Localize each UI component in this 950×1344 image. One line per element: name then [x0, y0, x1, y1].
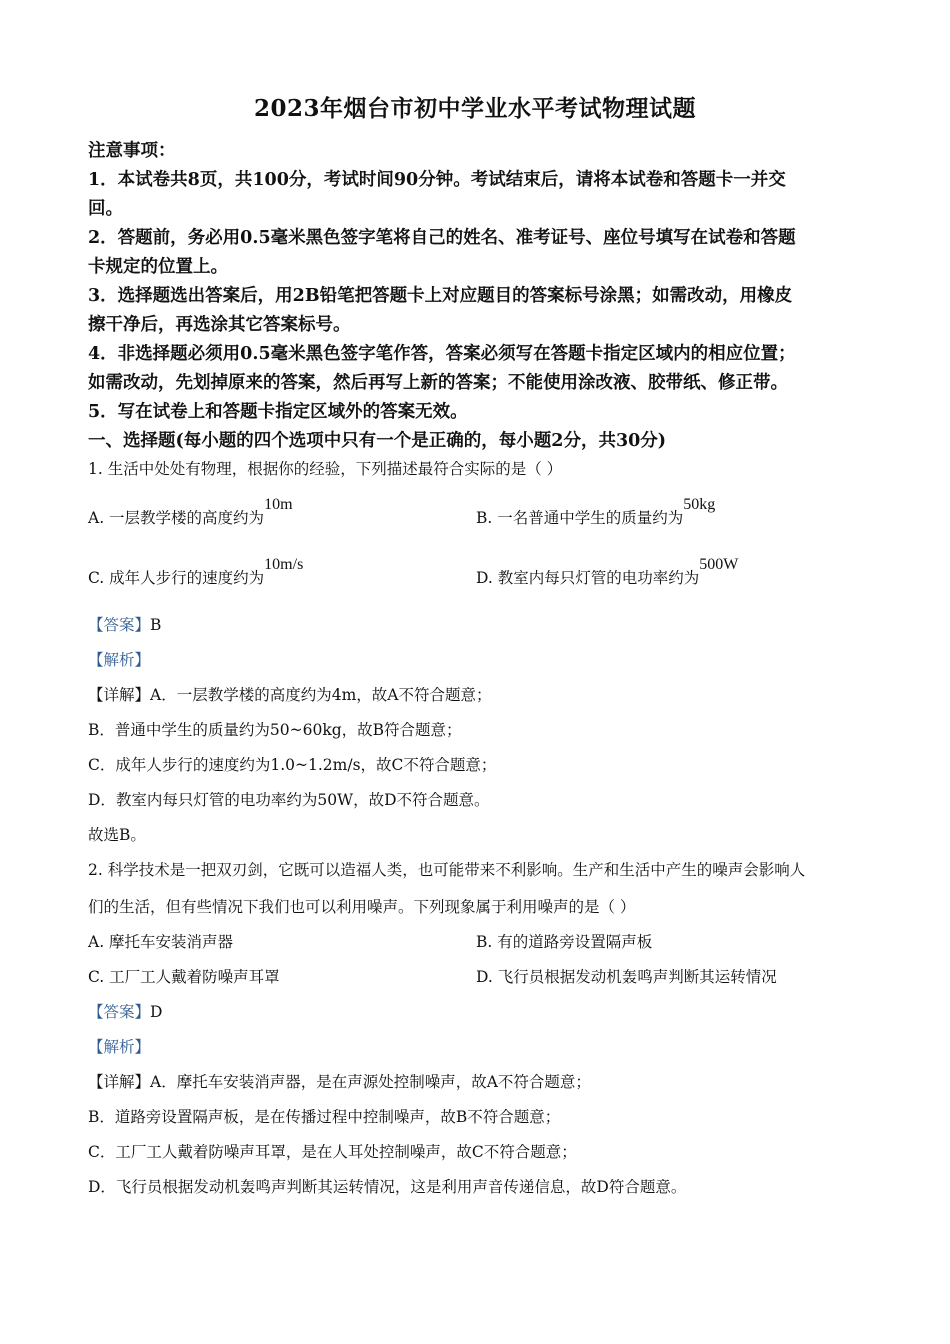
- notice-line: 卡规定的位置上。: [88, 257, 228, 277]
- q2-option-a: A. 摩托车安装消声器: [88, 933, 234, 951]
- q2-detail-c: C．工厂工人戴着防噪声耳罩，是在人耳处控制噪声，故C不符合题意；: [88, 1143, 577, 1161]
- notice-line: 2．答题前，务必用0.5毫米黑色签字笔将自己的姓名、准考证号、座位号填写在试卷和答题: [88, 228, 796, 248]
- q1-option-b-value: 50kg: [683, 496, 716, 513]
- section-heading: 一、选择题(每小题的四个选项中只有一个是正确的，每小题2分，共30分): [88, 431, 667, 451]
- q1-detail-c: C．成年人步行的速度约为1.0~1.2m/s，故C不符合题意；: [88, 756, 497, 774]
- notice-heading: 注意事项：: [88, 141, 176, 161]
- q1-option-a-value: 10m: [264, 496, 293, 513]
- notice-line: 回。: [88, 199, 123, 219]
- q2-option-d: D. 飞行员根据发动机轰鸣声判断其运转情况: [476, 968, 777, 986]
- detail-tag: 【详解】: [88, 1073, 151, 1091]
- q2-analysis-tag: 【解析】: [88, 1038, 151, 1056]
- q2-detail-d: D．飞行员根据发动机轰鸣声判断其运转情况，这是利用声音传递信息，故D符合题意。: [88, 1178, 687, 1196]
- answer-tag: 【答案】: [88, 616, 151, 634]
- q1-option-a-text: A. 一层教学楼的高度约为: [88, 509, 265, 527]
- notice-line: 4．非选择题必须用0.5毫米黑色签字笔作答，答案必须写在答题卡指定区域内的相应位置；: [88, 344, 796, 364]
- answer-value: B: [150, 616, 162, 634]
- q1-option-d: [476, 556, 739, 588]
- q1-conclusion: 故选B。: [88, 826, 146, 844]
- q1-option-c-value: 10m/s: [264, 556, 304, 573]
- q1-detail-b: B．普通中学生的质量约为50~60kg，故B符合题意；: [88, 721, 462, 739]
- q2-option-c: C. 工厂工人戴着防噪声耳罩: [88, 968, 280, 986]
- q2-detail-b: B．道路旁设置隔声板，是在传播过程中控制噪声，故B不符合题意；: [88, 1108, 561, 1126]
- page-title: 2023年烟台市初中学业水平考试物理试题: [253, 95, 696, 122]
- notice-line: 5．写在试卷上和答题卡指定区域外的答案无效。: [88, 402, 468, 422]
- q1-analysis-tag: 【解析】: [88, 651, 151, 669]
- q1-option-b-text: B. 一名普通中学生的质量约为: [476, 509, 684, 527]
- q1-option-b: [476, 496, 716, 528]
- q2-detail-a: [88, 1070, 591, 1092]
- detail-text: A．摩托车安装消声器，是在声源处控制噪声，故A不符合题意；: [150, 1073, 591, 1091]
- q1-option-a: [88, 496, 293, 528]
- q1-detail-d: D．教室内每只灯管的电功率约为50W，故D不符合题意。: [88, 791, 490, 809]
- notice-line: 擦干净后，再选涂其它答案标号。: [88, 315, 351, 335]
- detail-text: A．一层教学楼的高度约为4m，故A不符合题意；: [150, 686, 492, 704]
- detail-tag: 【详解】: [88, 686, 151, 704]
- answer-value: D: [150, 1003, 163, 1021]
- q1-option-c-text: C. 成年人步行的速度约为: [88, 569, 265, 587]
- notice-line: 1．本试卷共8页，共100分，考试时间90分钟。考试结束后，请将本试卷和答题卡一并交: [88, 170, 786, 190]
- q1-option-d-text: D. 教室内每只灯管的电功率约为: [476, 569, 700, 587]
- q2-answer: [88, 1000, 162, 1022]
- q2-stem-line2: 们的生活，但有些情况下我们也可以利用噪声。下列现象属于利用噪声的是（ ）: [88, 898, 636, 916]
- q1-option-d-value: 500W: [699, 556, 739, 573]
- q1-option-c: [88, 556, 304, 588]
- q1-detail-a: [88, 683, 491, 705]
- answer-tag: 【答案】: [88, 1003, 151, 1021]
- q1-answer: [88, 613, 161, 635]
- notice-line: 如需改动，先划掉原来的答案，然后再写上新的答案；不能使用涂改液、胶带纸、修正带。: [88, 373, 788, 393]
- q1-stem: 1. 生活中处处有物理，根据你的经验，下列描述最符合实际的是（ ）: [88, 460, 563, 478]
- q2-option-b: B. 有的道路旁设置隔声板: [476, 933, 653, 951]
- notice-line: 3．选择题选出答案后，用2B铅笔把答题卡上对应题目的答案标号涂黑；如需改动，用橡皮: [88, 286, 793, 306]
- q2-stem-line1: 2. 科学技术是一把双刃剑，它既可以造福人类，也可能带来不利影响。生产和生活中产生的噪声会影响人: [88, 861, 806, 879]
